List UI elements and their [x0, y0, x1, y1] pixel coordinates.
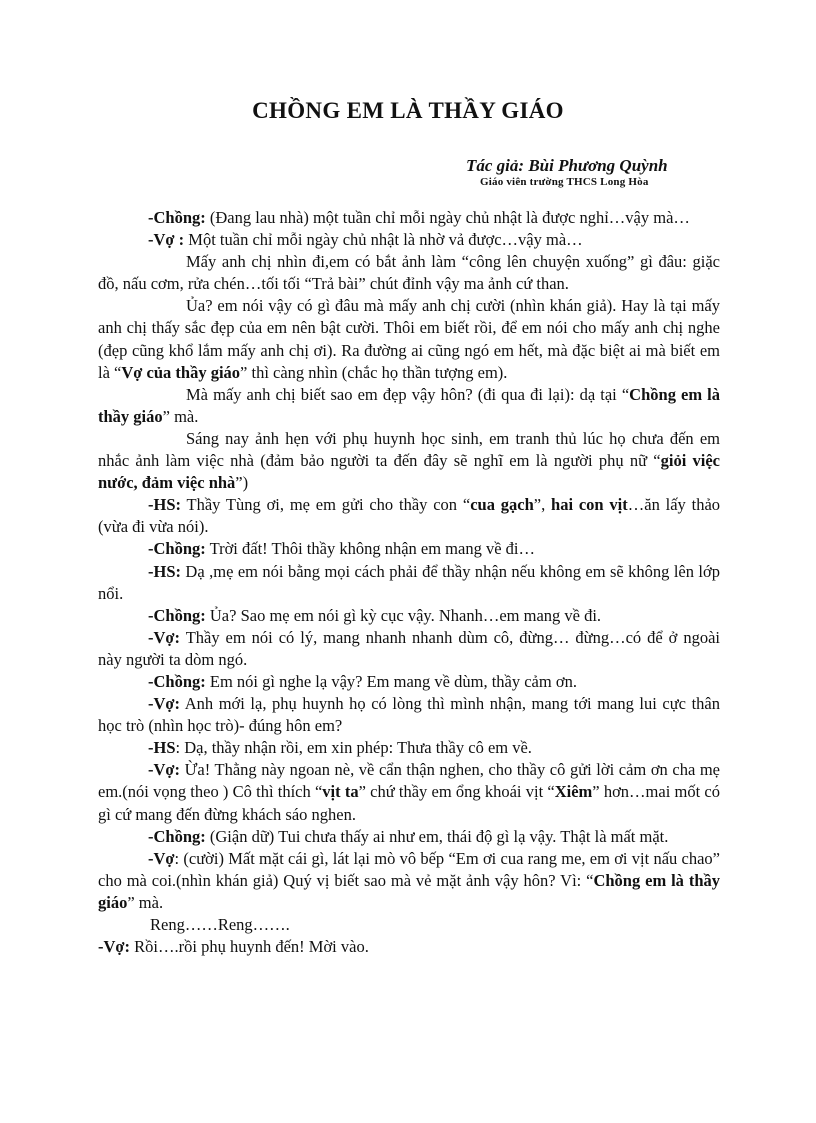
speaker-label: -Chồng:: [148, 605, 206, 625]
paragraph: Ủa? em nói vậy có gì đâu mà mấy anh chị cười (nhìn khán giả). Hay là tại mấy anh chị thấy sắc đẹp của em nên bật cười. Thôi em biết rồi, để em nói cho mấy anh chị nghe (đẹp cũng khổ lắm mấy anh chị ơi). Ra đường ai cũng ngó em hết, mà đặc biệt ai mà biết em là “Vợ của thầy giáo” thì càng nhìn (chắc họ thần tượng em).: [98, 296, 720, 382]
speaker-label: -Vợ :: [148, 230, 185, 250]
dialogue-line: -Vợ: Thầy em nói có lý, mang nhanh nhanh dùm cô, đừng… đừng…có để ở ngoài này người ta dòm ngó.: [98, 627, 720, 669]
dialogue-line: -Chồng: (Giận dữ) Tui chưa thấy ai như em, thái độ gì lạ vậy. Thật là mất mặt.: [148, 826, 669, 846]
paragraph: Mấy anh chị nhìn đi,em có bắt ảnh làm “công lên chuyện xuống” gì đâu: giặc đồ, nấu cơm, rửa chén…tối tối “Trả bài” chút đỉnh vậy ma ảnh cứ than.: [98, 252, 720, 294]
speaker-label: -HS:: [148, 495, 181, 515]
speaker-label: -Chồng:: [148, 671, 206, 691]
speaker-label: -Chồng:: [148, 208, 206, 227]
dialogue-line: -Chồng: Trời đất! Thôi thầy không nhận em mang về đi…: [148, 539, 535, 559]
author-affiliation: Giáo viên trường THCS Long Hòa: [480, 176, 649, 188]
script-body: [98, 207, 720, 958]
dialogue-line: -Vợ: (cười) Mất mặt cái gì, lát lại mò vô bếp “Em ơi cua rang me, em ơi vịt nấu chao” cho mà coi.(nhìn khán giả) Quý vị biết sao mà vẻ mặt ảnh vậy hôn? Vì: “Chồng em là thầy giáo” mà.: [98, 848, 721, 912]
dialogue-line: -Vợ: Anh mới lạ, phụ huynh họ có lòng thì mình nhận, mang tới mang lui cực thân học trò (nhìn học trò)- đúng hôn em?: [98, 694, 720, 736]
dialogue-line: -HS: Dạ, thầy nhận rồi, em xin phép: Thưa thầy cô em về.: [148, 738, 532, 758]
dialogue-line: -HS: Thầy Tùng ơi, mẹ em gửi cho thầy con “cua gạch”, hai con vịt…ăn lấy thảo (vừa đi vừa nói).: [98, 495, 721, 537]
speaker-label: -Vợ:: [148, 760, 181, 780]
speaker-label: -Chồng:: [148, 826, 206, 846]
dialogue-line: -Vợ : Một tuần chỉ mỗi ngày chủ nhật là nhờ vả được…vậy mà…: [148, 230, 583, 250]
speaker-label: -Vợ:: [148, 627, 181, 647]
sound-effect-line: Reng……Reng…….: [150, 915, 290, 934]
document-title: CHỒNG EM LÀ THẦY GIÁO: [252, 98, 564, 123]
speaker-label: -Chồng:: [148, 539, 206, 559]
author-line: Tác giả: Bùi Phương Quỳnh: [466, 156, 668, 175]
dialogue-line: -HS: Dạ ,mẹ em nói bằng mọi cách phải để thầy nhận nếu không em sẽ không lên lớp nổi.: [98, 561, 720, 603]
paragraph: Sáng nay ảnh hẹn với phụ huynh học sinh, em tranh thủ lúc họ chưa đến em nhắc ảnh làm việc nhà (đảm bảo người ta đến đây sẽ nghĩ em là người phụ nữ “giỏi việc nước, đảm việc nhà”): [98, 428, 721, 493]
speaker-label: -Vợ:: [148, 694, 181, 714]
dialogue-line: -Chồng: Ủa? Sao mẹ em nói gì kỳ cục vậy. Nhanh…em mang về đi.: [148, 605, 602, 625]
speaker-label: -HS:: [148, 561, 181, 581]
dialogue-line: -Chồng: (Đang lau nhà) một tuần chỉ mỗi ngày chủ nhật là được nghỉ…vậy mà…: [148, 208, 690, 227]
dialogue-line: -Chồng: Em nói gì nghe lạ vậy? Em mang về dùm, thầy cảm ơn.: [148, 671, 577, 691]
speaker-label: -Vợ: [148, 848, 175, 868]
dialogue-line: -Vợ: Rồi….rồi phụ huynh đến! Mời vào.: [98, 937, 369, 957]
dialogue-line: -Vợ: Ừa! Thằng này ngoan nè, về cẩn thận nghen, cho thầy cô gửi lời cảm ơn cha mẹ em.(nói vọng theo ) Cô thì thích “vịt ta” chứ thầy em ổng khoái vịt “Xiêm” hơn…mai mốt có gì cứ mang đến đừng khách sáo nghen.: [98, 760, 720, 824]
speaker-label: -HS: [148, 738, 176, 758]
paragraph: Mà mấy anh chị biết sao em đẹp vậy hôn? (đi qua đi lại): dạ tại “Chồng em là thầy giáo” mà.: [98, 384, 720, 426]
speaker-label: -Vợ:: [98, 937, 131, 957]
